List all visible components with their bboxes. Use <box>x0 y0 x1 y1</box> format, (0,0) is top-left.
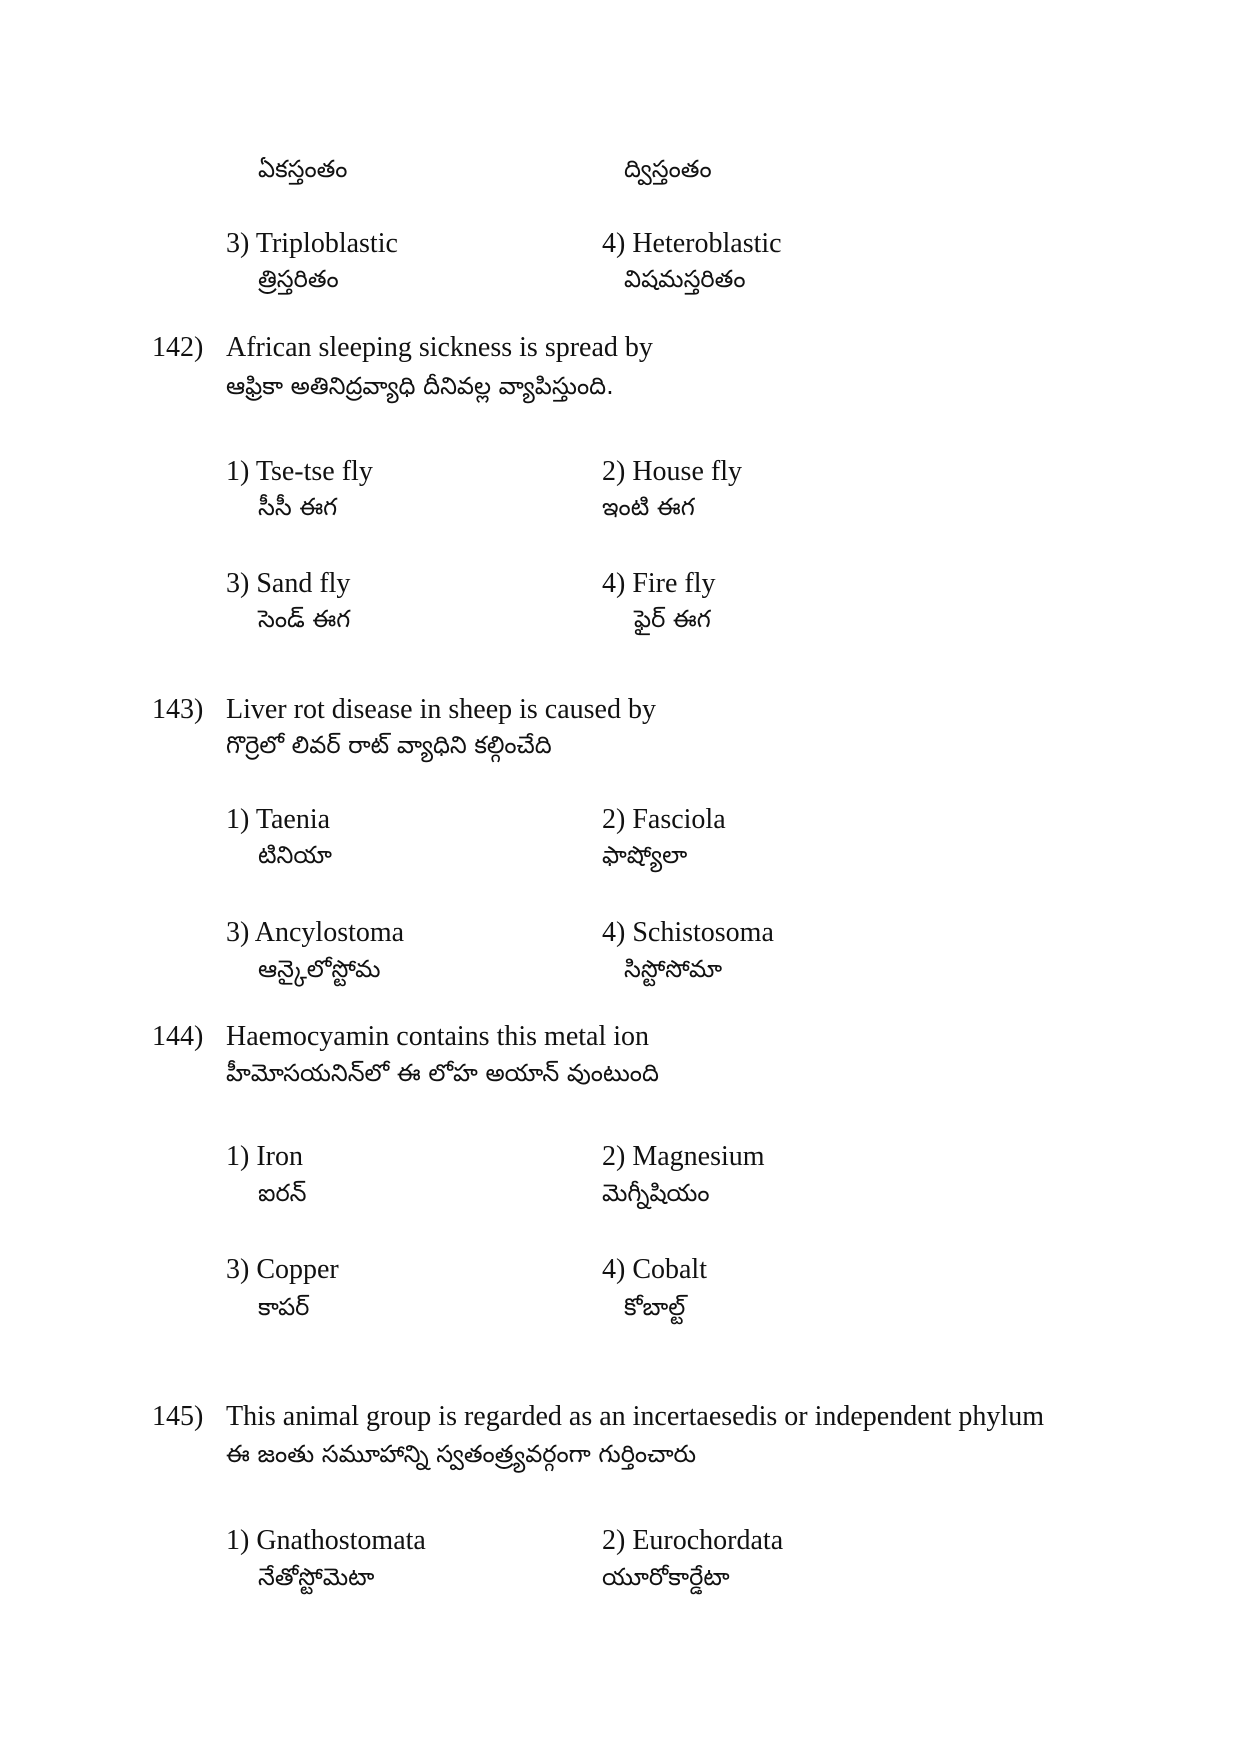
carryover-option-4-english: 4) Heteroblastic <box>602 228 782 259</box>
option-2-telugu: యూరోకార్డేటా <box>602 1563 730 1591</box>
option-2-telugu: ఇంటి ఈగ <box>602 493 695 521</box>
option-1-telugu: సీసీ ఈగ <box>258 493 338 521</box>
option-1-english: 1) Iron <box>226 1141 303 1172</box>
option-3-telugu: సెండ్ ఈగ <box>258 605 351 633</box>
option-3-telugu: కాపర్ <box>258 1293 310 1321</box>
option-3-telugu: ఆన్కైలోస్టోమ <box>258 955 381 983</box>
carryover-option-2-telugu: ద్విస్తంతం <box>624 155 712 183</box>
question-text-telugu: గొర్రెలో లివర్ రాట్ వ్యాధిని కల్గించేది <box>226 731 552 759</box>
carryover-option-3-english: 3) Triploblastic <box>226 228 398 259</box>
question-text-telugu: ఈ జంతు సమూహాన్ని స్వతంత్ర్యవర్గంగా గుర్తించారు <box>226 1440 697 1468</box>
option-4-english: 4) Fire fly <box>602 568 716 599</box>
option-1-english: 1) Taenia <box>226 804 331 835</box>
option-1-telugu: నేతోస్టోమెటా <box>258 1563 375 1591</box>
question-number: 145) <box>152 1401 204 1432</box>
option-4-telugu: కోబాల్ట్ <box>624 1293 686 1321</box>
question-number: 144) <box>152 1021 204 1052</box>
carryover-option-4-telugu: విషమస్తరితం <box>624 265 746 293</box>
option-2-telugu: మెగ్నీషియం <box>602 1179 710 1207</box>
question-text-telugu: ఆఫ్రికా అతినిద్రవ్యాధి దీనివల్ల వ్యాపిస్తుంది. <box>226 372 614 400</box>
question-text-telugu: హీమోసయనిన్‌లో ఈ లోహ అయాన్ వుంటుంది <box>226 1059 659 1087</box>
question-text-english: Haemocyamin contains this metal ion <box>226 1021 650 1052</box>
option-3-english: 3) Sand fly <box>226 568 351 599</box>
option-1-english: 1) Gnathostomata <box>226 1525 426 1556</box>
option-1-telugu: ఐరన్ <box>258 1179 307 1207</box>
option-2-english: 2) Magnesium <box>602 1141 765 1172</box>
carryover-option-1-telugu: ఏకస్తంతం <box>258 155 348 183</box>
option-2-english: 2) Fasciola <box>602 804 726 835</box>
question-number: 142) <box>152 332 204 363</box>
option-3-english: 3) Ancylostoma <box>226 917 405 948</box>
option-4-english: 4) Schistosoma <box>602 917 774 948</box>
option-2-english: 2) Eurochordata <box>602 1525 784 1556</box>
carryover-option-3-telugu: త్రిస్తరితం <box>258 265 339 293</box>
question-text-english: This animal group is regarded as an incertaesedis or independent phylum <box>226 1401 1044 1432</box>
question-number: 143) <box>152 694 204 725</box>
option-2-telugu: ఫాష్యోలా <box>602 841 688 869</box>
question-text-english: Liver rot disease in sheep is caused by <box>226 694 656 725</box>
option-1-telugu: టినియా <box>258 841 332 869</box>
option-4-english: 4) Cobalt <box>602 1254 707 1285</box>
option-3-english: 3) Copper <box>226 1254 339 1285</box>
option-1-english: 1) Tse-tse fly <box>226 456 373 487</box>
option-4-telugu: సిస్టోసోమా <box>624 955 723 983</box>
option-2-english: 2) House fly <box>602 456 742 487</box>
question-text-english: African sleeping sickness is spread by <box>226 332 653 363</box>
option-4-telugu: ఫైర్ ఈగ <box>634 605 711 633</box>
